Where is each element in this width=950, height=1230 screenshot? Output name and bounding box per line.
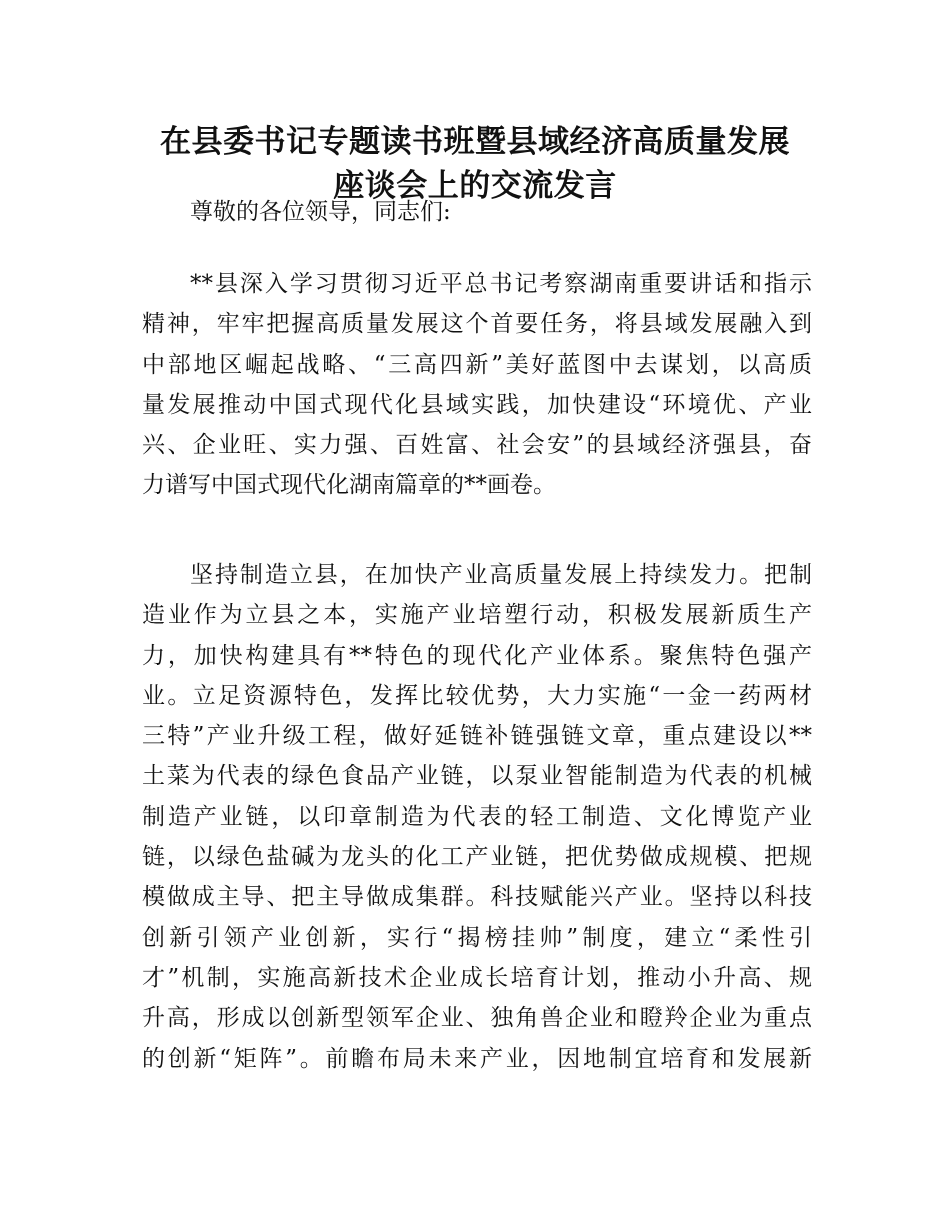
paragraph-line: 造业作为立县之本，实施产业培塑行动，积极发展新质生产 <box>142 602 812 629</box>
paragraph-line: 土菜为代表的绿色食品产业链，以泵业智能制造为代表的机械 <box>142 763 812 790</box>
paragraph-line: 中部地区崛起战略、“三高四新”美好蓝图中去谋划，以高质 <box>142 351 812 378</box>
paragraph-line: 坚持制造立县，在加快产业高质量发展上持续发力。把制 <box>190 562 812 588</box>
paragraph-line: 业。立足资源特色，发挥比较优势，大力实施“一金一药两材 <box>142 682 812 709</box>
paragraph-line: 兴、企业旺、实力强、百姓富、社会安”的县域经济强县，奋 <box>142 432 812 459</box>
document-title-line-1: 在县委书记专题读书班暨县域经济高质量发展 <box>160 124 790 160</box>
paragraph-line: 量发展推动中国式现代化县域实践，加快建设“环境优、产业 <box>142 391 812 418</box>
paragraph-line: **县深入学习贯彻习近平总书记考察湖南重要讲话和指示 <box>190 271 812 297</box>
paragraph-line: 三特”产业升级工程，做好延链补链强链文章，重点建设以** <box>142 723 812 750</box>
paragraph-line: 模做成主导、把主导做成集群。科技赋能兴产业。坚持以科技 <box>142 884 812 911</box>
paragraph-line: 力谱写中国式现代化湖南篇章的**画卷。 <box>142 472 556 499</box>
paragraph-line: 链，以绿色盐碱为龙头的化工产业链，把优势做成规模、把规 <box>142 844 812 871</box>
salutation: 尊敬的各位领导，同志们: <box>190 199 451 225</box>
paragraph-1 <box>142 264 812 506</box>
paragraph-2 <box>142 555 812 1079</box>
paragraph-line: 的创新“矩阵”。前瞻布局未来产业，因地制宜培育和发展新 <box>142 1045 812 1072</box>
paragraph-line: 力，加快构建具有**特色的现代化产业体系。聚焦特色强产 <box>142 642 812 669</box>
document-title-line-2: 座谈会上的交流发言 <box>333 168 617 204</box>
paragraph-line: 创新引领产业创新，实行“揭榜挂帅”制度，建立“柔性引 <box>142 924 812 951</box>
paragraph-line: 制造产业链，以印章制造为代表的轻工制造、文化博览产业 <box>142 803 812 830</box>
paragraph-line: 才”机制，实施高新技术企业成长培育计划，推动小升高、规 <box>142 964 812 991</box>
paragraph-line: 升高，形成以创新型领军企业、独角兽企业和瞪羚企业为重点 <box>142 1005 812 1032</box>
paragraph-line: 精神，牢牢把握高质量发展这个首要任务，将县域发展融入到 <box>142 311 812 338</box>
